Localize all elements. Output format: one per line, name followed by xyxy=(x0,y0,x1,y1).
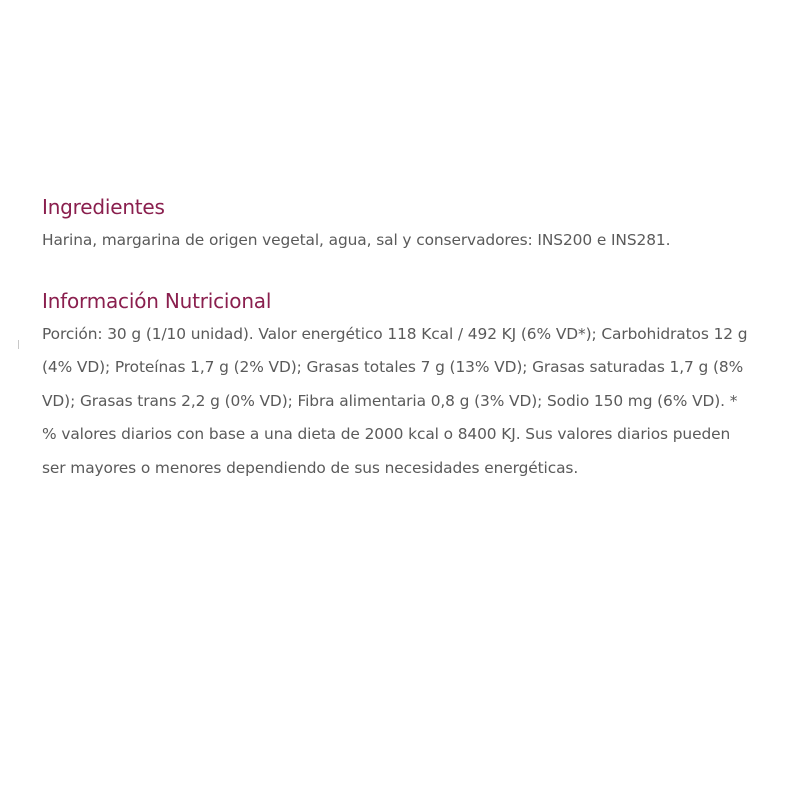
product-details xyxy=(42,190,752,485)
ingredients-text: Harina, margarina de origen vegetal, agua, sal y conservadores: INS200 e INS281. xyxy=(42,231,671,249)
ingredients-heading: Ingredientes xyxy=(42,195,165,219)
nutrition-section xyxy=(42,284,752,486)
ingredients-section xyxy=(42,190,752,258)
nutrition-text: Porción: 30 g (1/10 unidad). Valor energético 118 Kcal / 492 KJ (6% VD*); Carbohidratos 12 g (4% VD); Proteínas 1,7 g (2% VD); Grasas totales 7 g (13% VD); Grasas saturadas 1,7 g (8% VD); Grasas trans 2,2 g (0% VD); Fibra alimentaria 0,8 g (3% VD); Sodio 150 mg (6% VD). * % valores diarios con base a una dieta de 2000 kcal o 8400 KJ. Sus valores diarios pueden ser mayores o menores dependiendo de sus necesidades energéticas. xyxy=(42,324,748,477)
side-marker xyxy=(18,340,19,349)
nutrition-heading: Información Nutricional xyxy=(42,288,272,313)
